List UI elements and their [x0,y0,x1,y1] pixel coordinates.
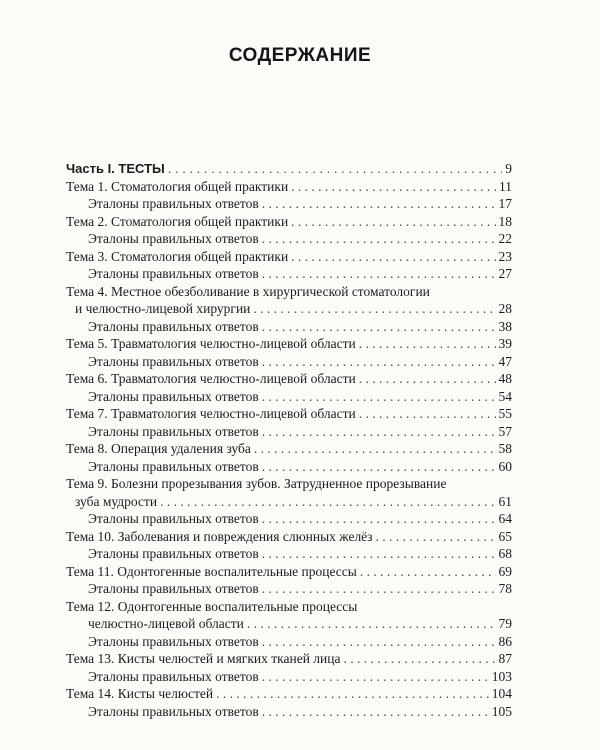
toc-topic-entry [66,615,512,633]
toc-page-number: 60 [498,458,512,474]
dot-leader [253,300,495,318]
toc-answer-key-entry [66,458,512,476]
toc-page-number: 68 [498,546,512,561]
toc-entry-title: Эталоны правильных ответов [88,196,259,211]
dot-leader [254,440,496,458]
toc-topic-entry [66,213,512,231]
toc-entry-title: Эталоны правильных ответов [88,353,259,369]
toc-page-number: 58 [498,441,512,456]
toc-page-number: 78 [498,581,512,596]
toc-entry-title: Тема 2. Стоматология общей практики [66,213,289,229]
toc-page-number: 18 [498,213,512,229]
toc-page-number: 47 [498,353,512,369]
toc-entry-title: челюстно-лицевой области [88,616,244,631]
toc-entry-title: Тема 1. Стоматология общей практики [66,178,289,194]
toc-topic-entry [66,685,512,703]
dot-leader [262,195,496,213]
dot-leader [262,703,489,721]
dot-leader [262,668,489,686]
toc-entry-title: Эталоны правильных ответов [88,546,259,561]
toc-topic-entry [66,563,512,581]
toc-topic-entry [66,405,512,423]
toc-page-number: 48 [498,371,512,386]
dot-leader [262,423,496,441]
toc-entry-title: Тема 12. Одонтогенные воспалительные процессы [66,598,358,614]
toc-topic-entry [66,370,512,388]
toc-page-number: 57 [498,423,512,439]
toc-entry-title: Эталоны правильных ответов [88,703,259,719]
page-title: СОДЕРЖАНИЕ [228,45,372,66]
toc-entry-title: Эталоны правильных ответов [88,423,259,439]
toc-page-number: 23 [498,248,512,264]
toc-answer-key-entry [66,545,512,563]
toc-page-number: 103 [491,668,512,684]
toc-entry-title: Тема 10. Заболевания и повреждения слюнных желёз [66,528,373,544]
toc-topic-entry [66,300,512,318]
toc-entry-title: Тема 9. Болезни прорезывания зубов. Затрудненное прорезывание [66,476,447,491]
dot-leader [262,318,496,336]
dot-leader [291,248,495,266]
toc-page-number: 69 [498,563,512,579]
toc-answer-key-entry [66,633,512,651]
toc-page-number: 86 [498,633,512,649]
toc-page-number: 17 [498,196,512,211]
toc-page-number: 55 [498,406,512,421]
toc-page-number: 54 [498,388,512,404]
toc-page-number: 39 [498,336,512,351]
toc-entry-title: Эталоны правильных ответов [88,458,259,474]
dot-leader [160,493,495,511]
toc-page-number: 27 [498,266,512,281]
toc-answer-key-entry [66,265,512,283]
toc-page-number: 87 [498,651,512,666]
toc-entry-title: Эталоны правильных ответов [88,388,259,404]
dot-leader [262,633,496,651]
toc-entry-title: Тема 6. Травматология челюстно-лицевой области [66,371,356,386]
toc-entry-title: Тема 14. Кисты челюстей [66,686,214,701]
toc-page-number: 28 [498,301,512,316]
toc-page-number: 65 [498,528,512,544]
toc-entry-title: Эталоны правильных ответов [88,511,259,526]
toc-answer-key-entry [66,318,512,336]
toc-entry-title: Эталоны правильных ответов [88,266,259,281]
toc-entry-title: Эталоны правильных ответов [88,668,259,684]
toc-topic-entry [66,650,512,668]
dot-leader [291,178,496,196]
toc-entry-title: Тема 3. Стоматология общей практики [66,248,289,264]
toc-page-number: 61 [498,493,512,509]
toc-topic-entry [66,475,512,493]
dot-leader [262,230,496,248]
toc-page-number: 79 [498,616,512,631]
toc-topic-entry [66,440,512,458]
table-of-contents [66,160,512,720]
toc-topic-entry [66,283,512,301]
dot-leader [262,265,496,283]
toc-topic-entry [66,528,512,546]
dot-leader [376,528,496,546]
toc-answer-key-entry [66,388,512,406]
toc-entry-title: Тема 7. Травматология челюстно-лицевой области [66,406,356,421]
toc-answer-key-entry [66,703,512,721]
toc-answer-key-entry [66,510,512,528]
toc-entry-title: Тема 5. Травматология челюстно-лицевой области [66,336,356,351]
toc-topic-entry [66,598,512,616]
toc-entry-title: Тема 4. Местное обезболивание в хирургической стоматологии [66,283,430,299]
toc-answer-key-entry [66,353,512,371]
toc-entry-title: зуба мудрости [75,493,158,509]
toc-answer-key-entry [66,230,512,248]
dot-leader [343,650,495,668]
toc-answer-key-entry [66,195,512,213]
dot-leader [359,405,496,423]
toc-entry-title: Эталоны правильных ответов [88,318,259,334]
toc-page-number: 64 [498,511,512,526]
dot-leader [359,335,496,353]
toc-entry-title: и челюстно-лицевой хирургии [75,301,251,316]
dot-leader [262,388,496,406]
toc-page-number: 22 [498,231,512,246]
toc-entry-title: Часть I. ТЕСТЫ [66,161,165,176]
dot-leader [262,353,496,371]
toc-entry-title: Тема 13. Кисты челюстей и мягких тканей лица [66,651,341,666]
toc-page-number: 105 [491,703,512,719]
dot-leader [360,563,496,581]
toc-entry-title: Эталоны правильных ответов [88,231,259,246]
toc-topic-entry [66,493,512,511]
dot-leader [359,370,496,388]
toc-entry-title: Тема 11. Одонтогенные воспалительные процессы [66,563,357,579]
dot-leader [262,458,496,476]
dot-leader [262,545,496,563]
toc-page-number: 11 [499,178,512,194]
toc-topic-entry [66,248,512,266]
toc-answer-key-entry [66,580,512,598]
toc-answer-key-entry [66,423,512,441]
dot-leader [291,213,495,231]
toc-topic-entry [66,178,512,196]
dot-leader [262,580,496,598]
dot-leader [216,685,489,703]
toc-topic-entry [66,335,512,353]
toc-page-number: 9 [505,161,512,176]
toc-entry-title: Тема 8. Операция удаления зуба [66,441,251,456]
toc-page-number: 104 [491,686,512,701]
dot-leader [247,615,496,633]
toc-answer-key-entry [66,668,512,686]
dot-leader [262,510,496,528]
dot-leader [168,160,503,178]
toc-entry-title: Эталоны правильных ответов [88,581,259,596]
toc-entry-title: Эталоны правильных ответов [88,633,259,649]
toc-page-number: 38 [498,318,512,334]
toc-part-entry [66,160,512,178]
